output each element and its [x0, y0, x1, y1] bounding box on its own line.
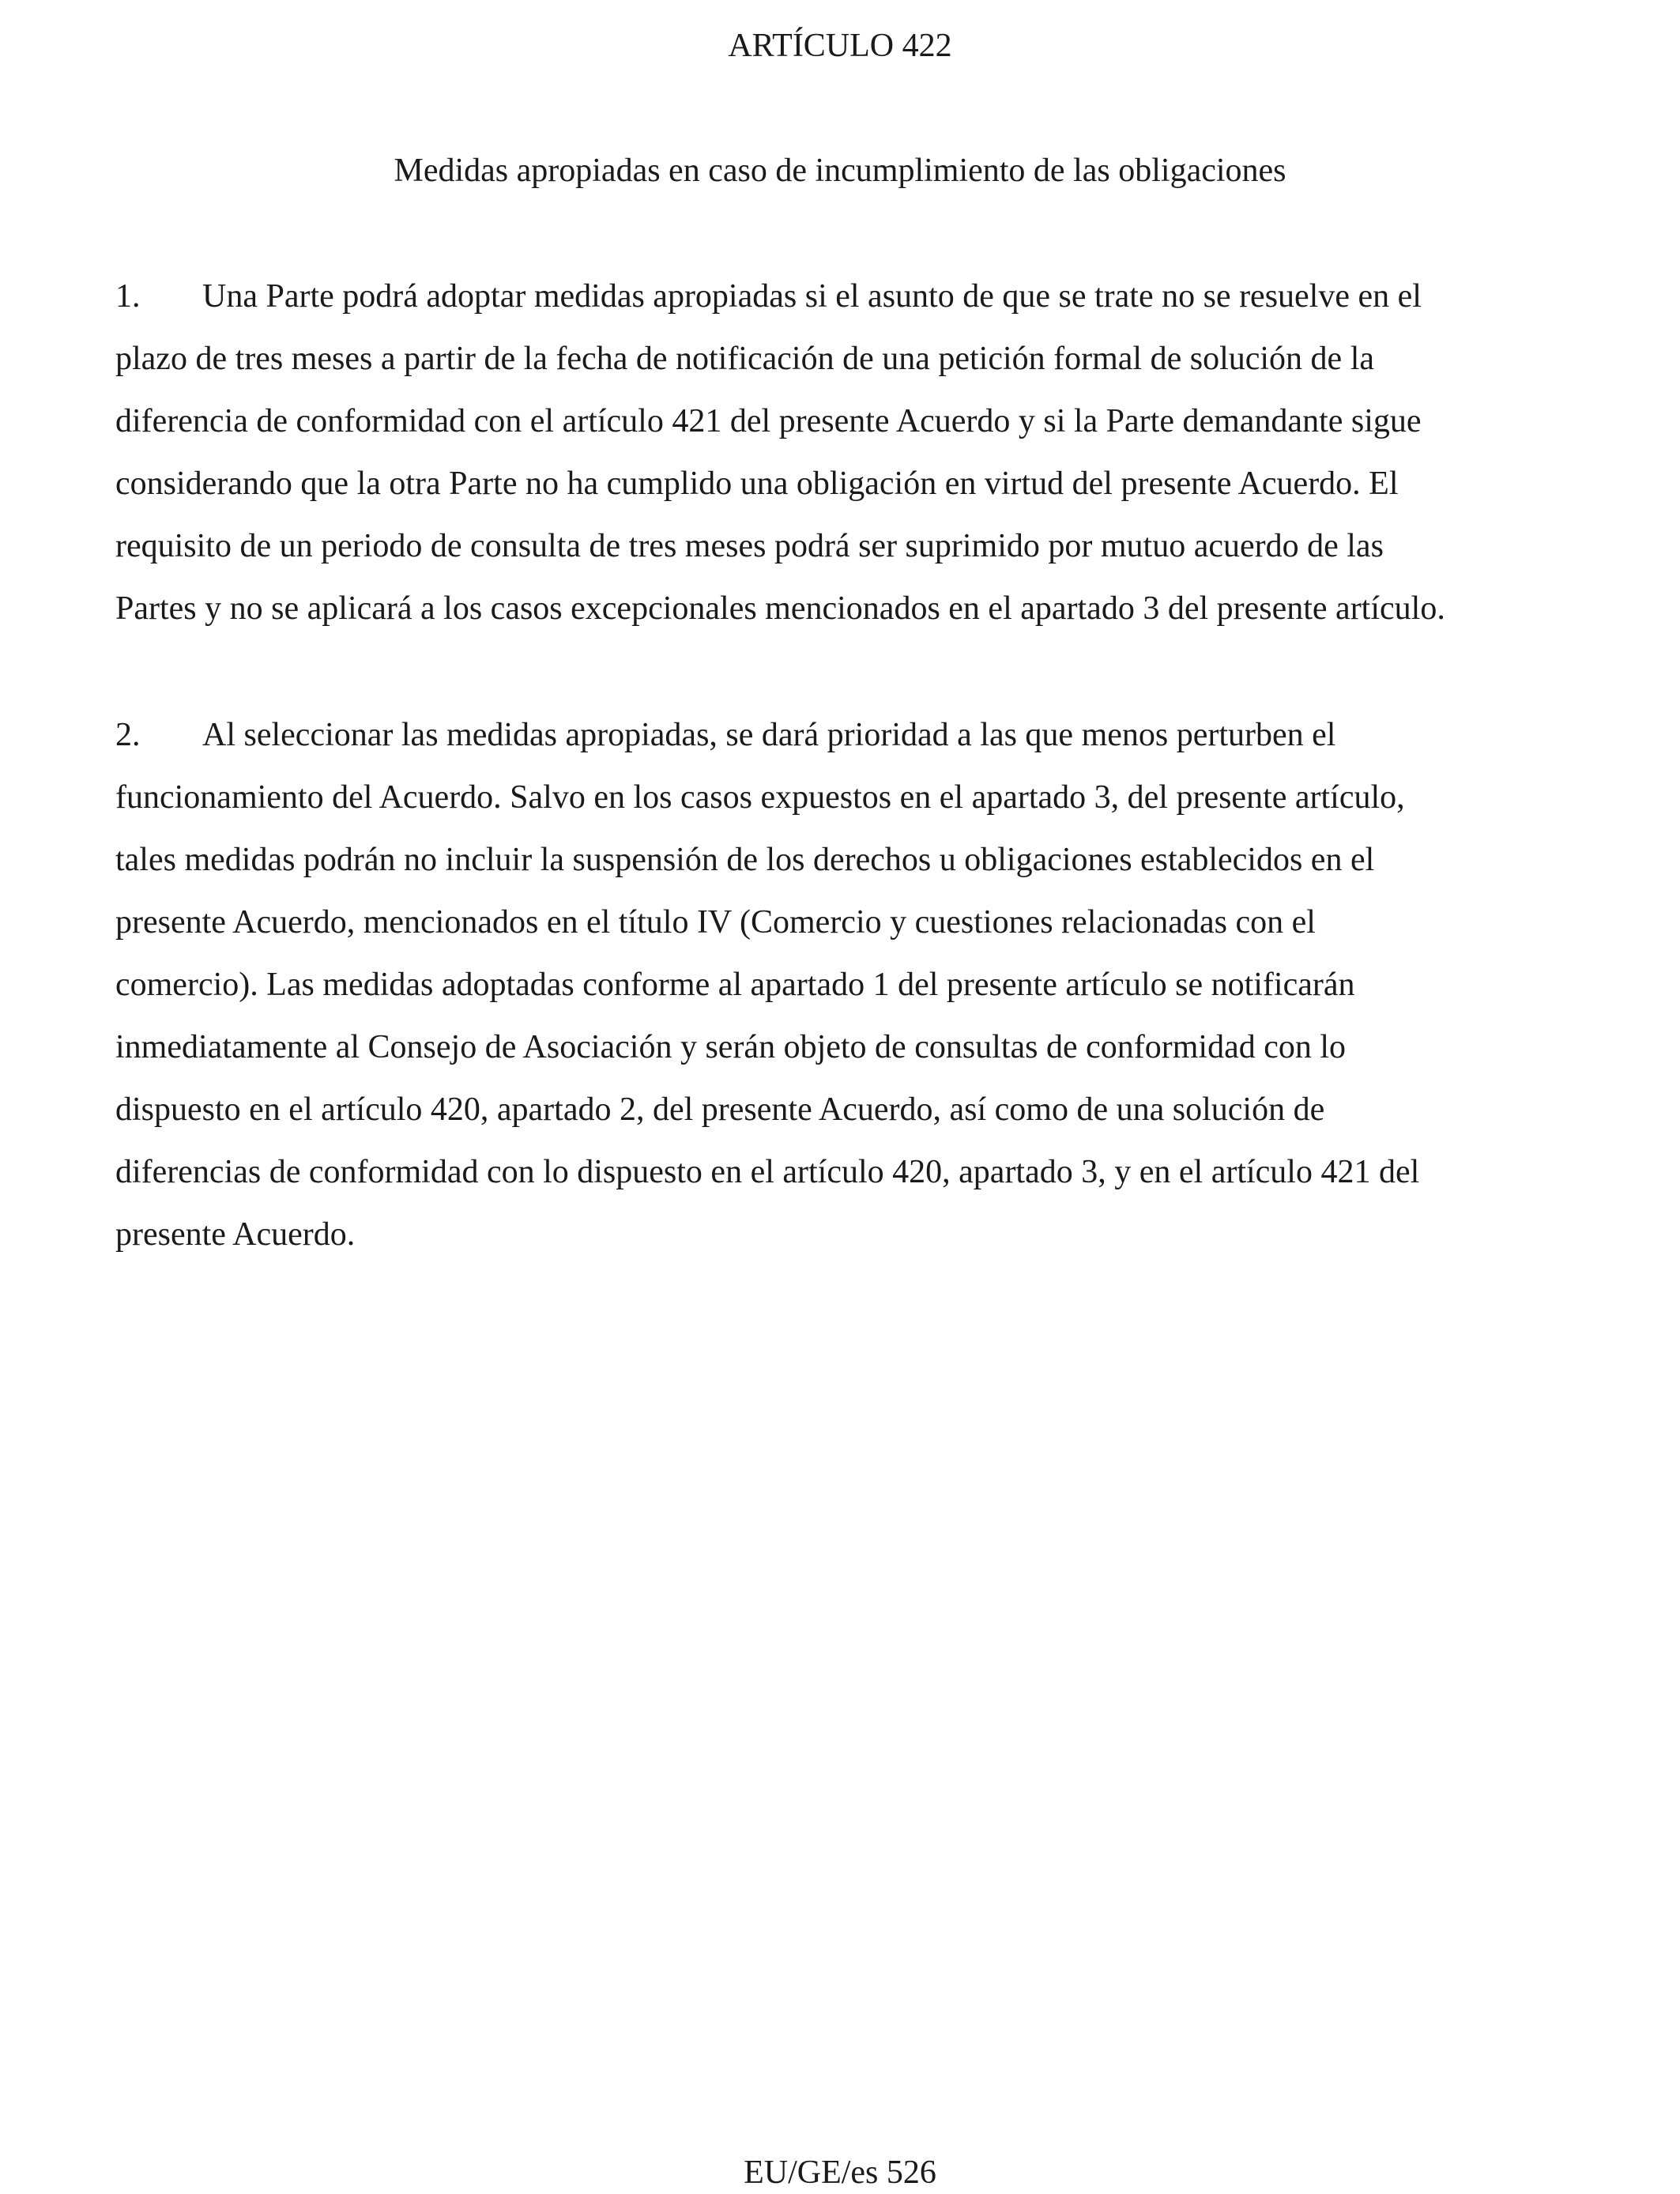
paragraph-line: Partes y no se aplicará a los casos excepcionales mencionados en el apartado 3 del presente artículo. — [115, 590, 1445, 627]
paragraph-line: diferencias de conformidad con lo dispuesto en el artículo 420, apartado 3, y en el artículo 421 del — [115, 1154, 1420, 1190]
paragraph-line: inmediatamente al Consejo de Asociación y serán objeto de consultas de conformidad con lo — [115, 1029, 1347, 1065]
paragraph-line: considerando que la otra Parte no ha cumplido una obligación en virtud del presente Acuerdo. El — [115, 466, 1399, 502]
paragraph-number: 2. — [115, 717, 141, 753]
paragraph-number: 1. — [115, 278, 141, 315]
paragraph-text: Al seleccionar las medidas apropiadas, se dará prioridad a las que menos perturben el — [202, 717, 1336, 753]
page-footer: EU/GE/es 526 — [744, 2154, 936, 2191]
paragraph-line: comercio). Las medidas adoptadas conforme al apartado 1 del presente artículo se notificarán — [115, 967, 1355, 1003]
paragraph-line: presente Acuerdo, mencionados en el título IV (Comercio y cuestiones relacionadas con el — [115, 904, 1316, 941]
paragraph-2 — [115, 704, 1577, 1266]
paragraph-line: funcionamiento del Acuerdo. Salvo en los casos expuestos en el apartado 3, del presente artículo, — [115, 779, 1405, 816]
paragraph-line — [115, 704, 1577, 767]
paragraph-text: Una Parte podrá adoptar medidas apropiadas si el asunto de que se trate no se resuelve en el — [202, 278, 1422, 315]
paragraph-line: presente Acuerdo. — [115, 1216, 356, 1253]
article-number: ARTÍCULO 422 — [728, 28, 952, 64]
article-title: Medidas apropiadas en caso de incumplimiento de las obligaciones — [394, 153, 1286, 189]
paragraph-line: tales medidas podrán no incluir la suspensión de los derechos u obligaciones establecidos en el — [115, 842, 1375, 878]
paragraph-line: dispuesto en el artículo 420, apartado 2, del presente Acuerdo, así como de una solución de — [115, 1091, 1325, 1128]
paragraph-line: diferencia de conformidad con el artículo 421 del presente Acuerdo y si la Parte demandante sigue — [115, 403, 1422, 439]
paragraph-line: requisito de un periodo de consulta de tres meses podrá ser suprimido por mutuo acuerdo de las — [115, 528, 1384, 564]
paragraph-1 — [115, 266, 1577, 640]
paragraph-line — [115, 266, 1577, 328]
paragraph-line: plazo de tres meses a partir de la fecha de notificación de una petición formal de solución de la — [115, 341, 1375, 377]
